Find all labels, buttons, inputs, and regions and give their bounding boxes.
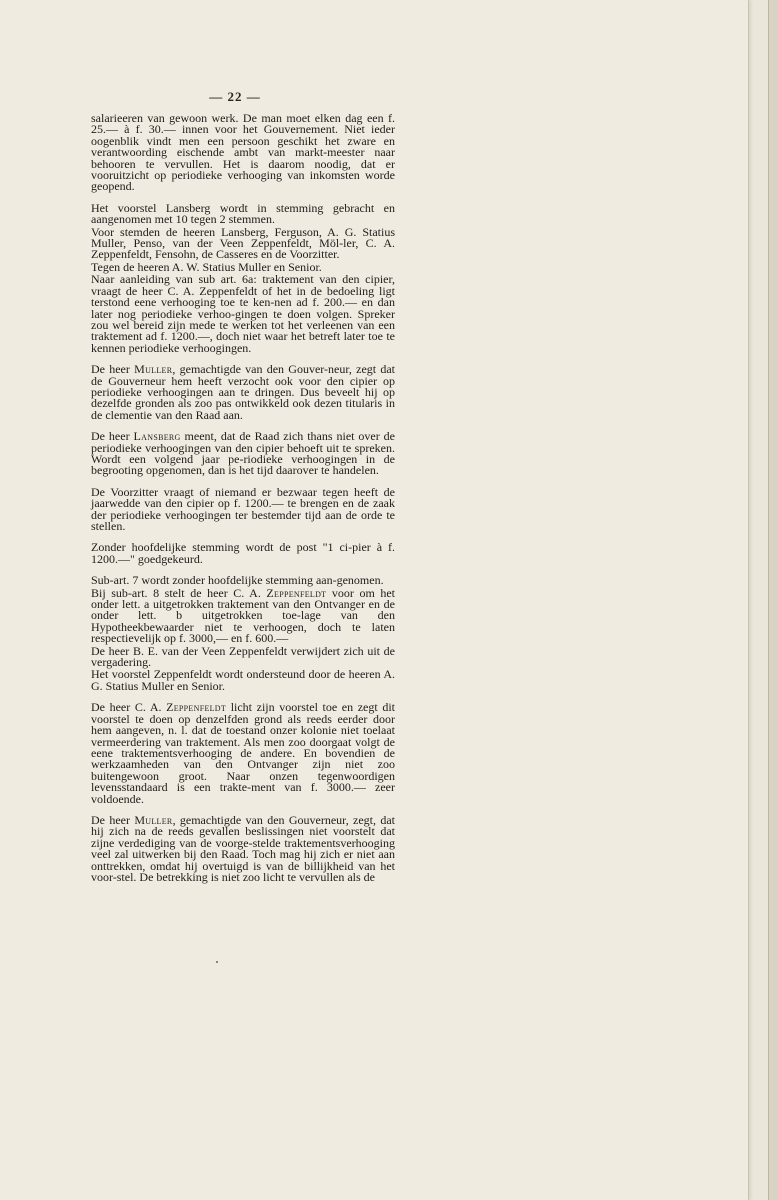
paragraph-text: , gemachtigde van den Gouver-neur, zegt dat de Gouverneur hem heeft verzocht ook voor den cipier op periodieke verhoogingen aan te dringen. Dus beveelt hij op dezelfde gronden als zoo pas ontwikkeld ook dezen titularis in de clementie van den Raad aan. [91,362,395,422]
paragraph-text: voor om het onder lett. a uitgetrokken traktement van den Ontvanger en de onder lett. b uitgetrokken toe-lage van den Hypotheekbewaarder niet te verhoogen, doch te laten respectievelijk op f. 3000,— en f. 600.— [91,585,395,646]
paragraph-text: , gemachtigde van den Gouverneur, zegt, dat hij zich na de reeds gevallen beslissingen niet voorstelt dat zijne verdediging van de voorge-stelde traktementsverhooging veel zal uitwerken bij den Raad. Toch mag hij zich er niet aan onttrekken, omdat hij overtuigd is van de billijkheid van het voor-stel. De betrekking is niet zoo licht te vervullen als de [91,812,396,884]
paragraph: Naar aanleiding van sub art. 6a: traktement van den cipier, vraagt de heer C. A. Zeppenfeldt of het in de bedoeling ligt terstond eene verhooging toe te ken-nen ad f. 200.— en dan later nog periodieke verhoo-gingen te doen volgen. Spreker zou wel bereid zijn mede te werken tot het verleenen van een traktement ad f. 1200.—, doch niet waar het betreft later toe te kennen periodieke verhoogingen. [91,272,395,355]
paragraph: De Voorzitter vraagt of niemand er bezwaar tegen heeft de jaarwedde van den cipier op f. 1200.— te brengen en de zaak der periodieke verhoogingen ter bestemder tijd aan de orde te stellen. [91,484,395,533]
page-number: — 22 — [209,89,261,104]
paragraph-text: meent, dat de Raad zich thans niet over de periodieke verhoogingen van den cipier behoeft uit te spreken. Wordt een volgend jaar pe-riodieke verhoogingen in de begrooting opgenomen, dan is het tijd daarover te handelen. [91,429,396,478]
ink-speck [216,961,218,963]
speaker-name: Zeppenfeldt [166,700,227,715]
paragraph-text: Bij sub-art. 8 stelt de heer C. A. [91,585,267,600]
paragraph-text: De heer [91,429,134,444]
paragraph [91,702,395,805]
paragraph: Zonder hoofdelijke stemming wordt de post "1 ci-pier à f. 1200.—" goedgekeurd. [91,540,395,566]
paragraph: Sub-art. 7 wordt zonder hoofdelijke stemming aan-genomen. [91,573,384,588]
paragraph-text: licht zijn voorstel toe en zegt dit voorstel te doen op denzelfden grond als reeds eerder door hem aangeven, n. l. dat de toestand onzer kolonie niet toelaat vermeerdering van traktement. Als men zoo doorgaat volgt de eene traktementsverhooging de andere. En bovendien de werkzaamheden van den Ontvanger zijn niet zoo buitengewoon groot. Naar onzen tegenwoordigen levensstandaard is een trakte-ment van f. 3000.— zeer voldoende. [91,700,395,806]
speaker-name: Lansberg [133,429,181,444]
paragraph: Voor stemden de heeren Lansberg, Ferguson, A. G. Statius Muller, Penso, van der Veen Zeppenfeldt, Möl-ler, C. A. Zeppenfeldt, Fensohn, de Casseres en de Voorzitter. [91,224,395,262]
paragraph [91,364,395,421]
paragraph: Tegen de heeren A. W. Statius Muller en Senior. [91,259,322,274]
paragraph: Het voorstel Lansberg wordt in stemming gebracht en aangenomen met 10 tegen 2 stemmen. [91,200,395,227]
paragraph [91,585,395,646]
paragraph-text: De heer C. A. [91,700,167,715]
paragraph: De heer B. E. van der Veen Zeppenfeldt verwijdert zich uit de vergadering. [91,643,395,670]
speaker-name: Muller [134,812,173,827]
paragraph [91,812,396,884]
paragraph: salarieeren van gewoon werk. De man moet elken dag een f. 25.— à f. 30.— innen voor het Gouvernement. Niet ieder oogenblik vindt men een persoon geschikt het zware en verantwoording eischende ambt van markt-meester naar behooren te vervullen. Het is daarom noodig, dat er vooruitzicht op periodieke verhooging van inkomsten worde geopend. [91,111,395,194]
text-column [91,113,395,883]
paragraph [91,431,395,477]
paragraph: Het voorstel Zeppenfeldt wordt ondersteund door de heeren A. G. Statius Muller en Senior. [91,667,395,693]
paragraph-text: De heer [91,812,135,827]
speaker-name: Muller [134,362,173,377]
paragraph-text: De heer [91,362,135,377]
speaker-name: Zeppenfeldt [266,585,327,600]
